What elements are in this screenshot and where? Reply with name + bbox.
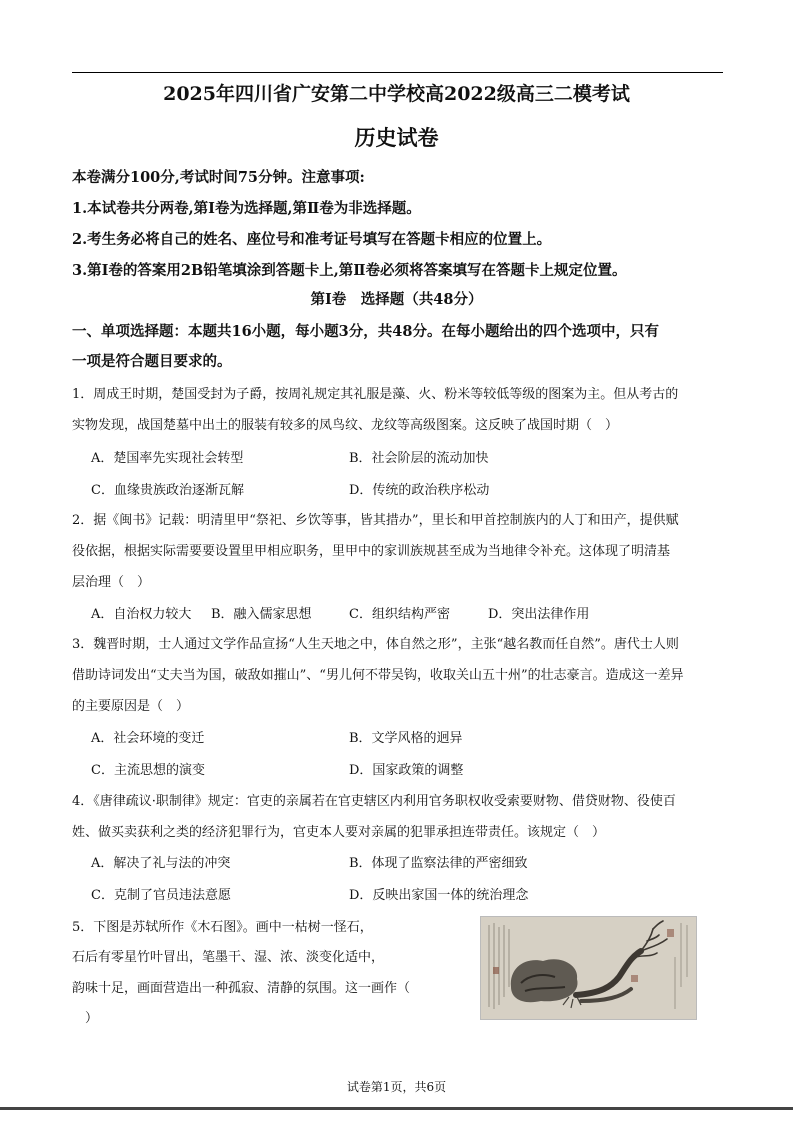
question-1-option-c[interactable]: C．血缘贵族政治逐渐瓦解 <box>91 483 244 498</box>
exam-title: 2025年四川省广安第二中学校高2022级高三二模考试 <box>163 83 630 105</box>
question-5-text: 5．下图是苏轼所作《木石图》。画中一枯树一怪石， <box>72 920 373 935</box>
note-line: 本卷满分100分,考试时间75分钟。注意事项: <box>72 169 365 186</box>
part-instruction: 一、单项选择题：本题共16小题，每小题3分，共48分。在每小题给出的四个选项中，只有 <box>72 323 659 340</box>
question-3-option-a[interactable]: A．社会环境的变迁 <box>91 731 205 746</box>
question-4-option-d[interactable]: D．反映出家国一体的统治理念 <box>349 888 529 903</box>
question-1-text: 1．周成王时期，楚国受封为子爵，按周礼规定其礼服是藻、火、粉米等较低等级的图案为主。但从考古的 <box>72 387 679 402</box>
page-footer: 试卷第1页，共6页 <box>346 1080 447 1094</box>
painting-image <box>480 916 697 1020</box>
question-3-text: 3．魏晋时期，士人通过文学作品宣扬“人生天地之中，体自然之形”，主张“越名教而任自然”。唐代士人则 <box>72 637 679 652</box>
question-1-text: 实物发现，战国楚墓中出土的服装有较多的凤鸟纹、龙纹等高级图案。这反映了战国时期（ ） <box>72 418 619 433</box>
question-3-option-d[interactable]: D．国家政策的调整 <box>349 763 464 778</box>
wood-and-rock-painting <box>481 917 696 1019</box>
question-2-text: 2．据《闽书》记载：明清里甲“祭祀、乡饮等事，皆其措办”，里长和甲首控制族内的人丁和田产，提供赋 <box>72 513 679 528</box>
question-4-option-b[interactable]: B．体现了监察法律的严密细致 <box>349 856 528 871</box>
question-2-text: 役依据，根据实际需要要设置里甲相应职务，里甲中的家训族规甚至成为当地律令补充。这体现了明清基 <box>72 544 671 559</box>
question-2-option-d[interactable]: D．突出法律作用 <box>488 607 590 622</box>
top-rule <box>72 72 723 73</box>
question-3-text: 借助诗词发出“丈夫当为国，破敌如摧山”、“男儿何不带吴钩，收取关山五十州”的壮志豪言。造成这一差异 <box>72 668 684 683</box>
question-2-option-c[interactable]: C．组织结构严密 <box>349 607 450 622</box>
exam-subtitle: 历史试卷 <box>354 125 439 150</box>
note-line: 3.第Ⅰ卷的答案用2B铅笔填涂到答题卡上,第Ⅱ卷必须将答案填写在答题卡上规定位置。 <box>72 262 627 279</box>
question-4-text: 4．《唐律疏议·职制律》规定：官吏的亲属若在官吏辖区内利用官务职权收受索要财物、借贷财物、役使百 <box>72 794 676 809</box>
question-3-text: 的主要原因是（ ） <box>72 699 190 714</box>
question-2-option-b[interactable]: B．融入儒家思想 <box>211 607 312 622</box>
note-line: 2.考生务必将自己的姓名、座位号和准考证号填写在答题卡相应的位置上。 <box>72 231 552 248</box>
question-3-option-b[interactable]: B．文学风格的迥异 <box>349 731 463 746</box>
part-instruction: 一项是符合题目要求的。 <box>72 353 232 370</box>
bottom-rule <box>0 1107 793 1110</box>
question-1-option-d[interactable]: D．传统的政治秩序松动 <box>349 483 490 498</box>
question-4-text: 姓、做买卖获利之类的经济犯罪行为，官吏本人要对亲属的犯罪承担连带责任。该规定（ ） <box>72 825 606 840</box>
section-title: 第Ⅰ卷 选择题（共48分） <box>310 291 483 308</box>
question-2-option-a[interactable]: A．自治权力较大 <box>91 607 192 622</box>
question-5-text: 石后有零星竹叶冒出，笔墨干、湿、浓、淡变化适中， <box>72 950 385 965</box>
question-2-text: 层治理（ ） <box>72 575 151 590</box>
note-line: 1.本试卷共分两卷,第Ⅰ卷为选择题,第Ⅱ卷为非选择题。 <box>72 200 421 217</box>
question-4-option-a[interactable]: A．解决了礼与法的冲突 <box>91 856 231 871</box>
question-1-option-b[interactable]: B．社会阶层的流动加快 <box>349 451 489 466</box>
question-3-option-c[interactable]: C．主流思想的演变 <box>91 763 205 778</box>
question-5-text: 韵味十足，画面营造出一种孤寂、清静的氛围。这一画作（ <box>72 981 411 996</box>
question-1-option-a[interactable]: A．楚国率先实现社会转型 <box>91 451 244 466</box>
question-5-text: ） <box>72 1011 99 1026</box>
question-4-option-c[interactable]: C．克制了官员违法意愿 <box>91 888 231 903</box>
